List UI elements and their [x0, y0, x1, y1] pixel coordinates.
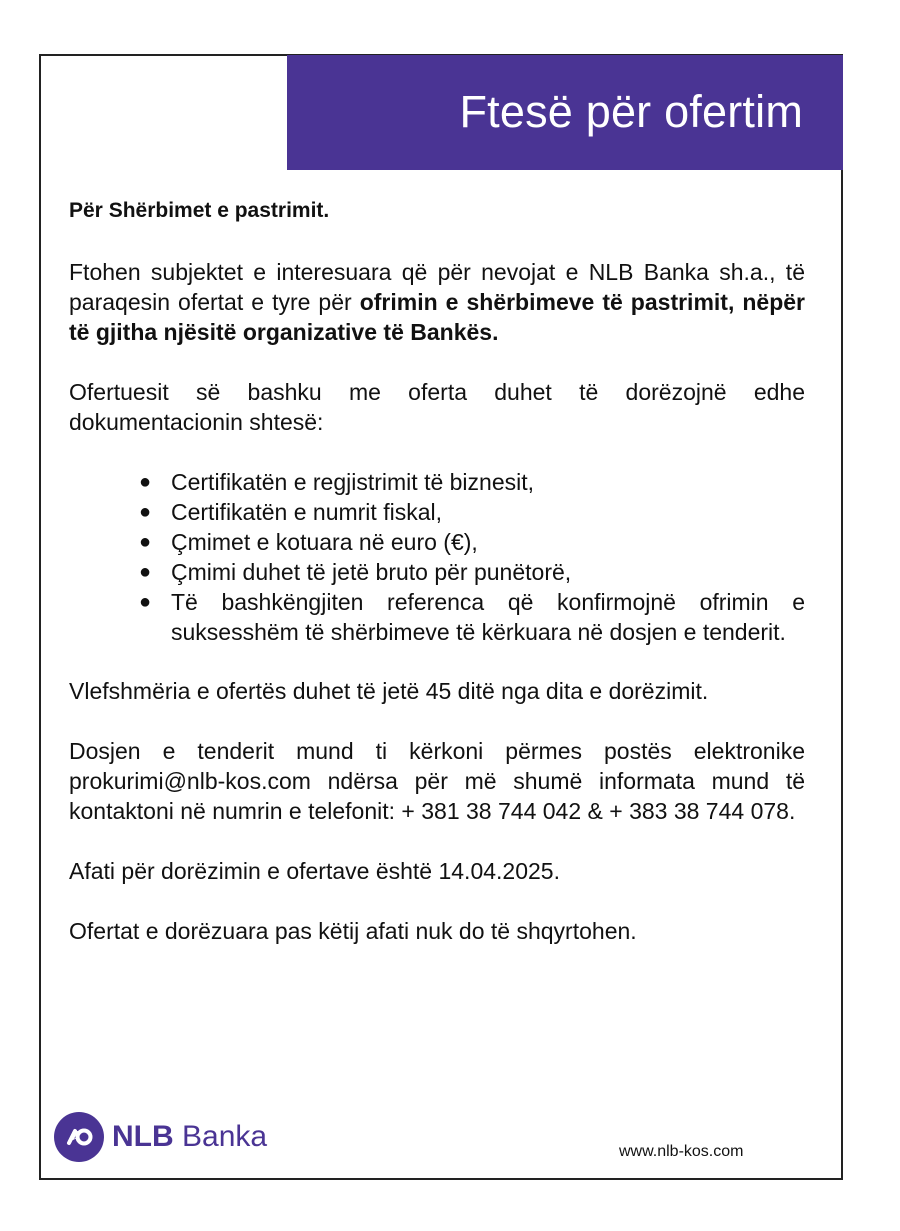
bullet-icon: ● — [139, 591, 152, 613]
list-item — [139, 527, 805, 557]
list-item-text: Të bashkëngjiten referenca që konfirmojnë ofrimin e suksesshëm të shërbimeve të kërkuara në dosjen e tenderit. — [171, 589, 805, 645]
list-item — [139, 587, 805, 647]
validity-paragraph: Vlefshmëria e ofertës duhet të jetë 45 ditë nga dita e dorëzimit. — [69, 678, 709, 704]
list-item-text: Çmimet e kotuara në euro (€), — [171, 529, 478, 555]
nlb-logo-text: NLB Banka — [112, 1120, 268, 1153]
nlb-logo — [54, 1112, 267, 1162]
documents-intro: Ofertuesit së bashku me oferta duhet të dorëzojnë edhe dokumentacionin shtesë: — [69, 379, 805, 435]
bullet-icon: ● — [139, 531, 152, 553]
intro-text: Ftohen subjektet e interesuara që për nevojat e NLB Banka sh.a., të paraqesin ofertat e tyre për — [69, 259, 805, 315]
subject-line: Për Shërbimet e pastrimit. — [69, 199, 330, 222]
document-body — [69, 196, 805, 946]
list-item-text: Certifikatën e regjistrimit të biznesit, — [171, 469, 535, 495]
deadline-paragraph: Afati për dorëzimin e ofertave është 14.04.2025. — [69, 858, 560, 884]
nlb-logo-icon — [54, 1112, 104, 1162]
page-title: Ftesë për ofertim — [459, 86, 803, 137]
list-item-text: Çmimi duhet të jetë bruto për punëtorë, — [171, 559, 572, 585]
header-band — [287, 55, 843, 170]
bullet-icon: ● — [139, 471, 152, 493]
list-item-text: Certifikatën e numrit fiskal, — [171, 499, 442, 525]
late-note-paragraph: Ofertat e dorëzuara pas këtij afati nuk do të shqyrtohen. — [69, 918, 637, 944]
list-item — [139, 497, 805, 527]
contact-paragraph: Dosjen e tenderit mund ti kërkoni përmes postës elektronike prokurimi@nlb-kos.com ndërsa për më shumë informata mund të kontaktoni në numrin e telefonit: + 381 38 744 042 & + 383 38 744 078. — [69, 738, 805, 824]
intro-paragraph — [69, 257, 805, 347]
list-item — [139, 557, 805, 587]
website-url: www.nlb-kos.com — [619, 1143, 744, 1160]
bullet-icon: ● — [139, 501, 152, 523]
intro-bold-text: ofrimin e shërbimeve të pastrimit, nëpër të gjitha njësitë organizative të Bankës. — [69, 289, 805, 345]
requirements-list — [69, 467, 805, 647]
bullet-icon: ● — [139, 561, 152, 583]
list-item — [139, 467, 805, 497]
